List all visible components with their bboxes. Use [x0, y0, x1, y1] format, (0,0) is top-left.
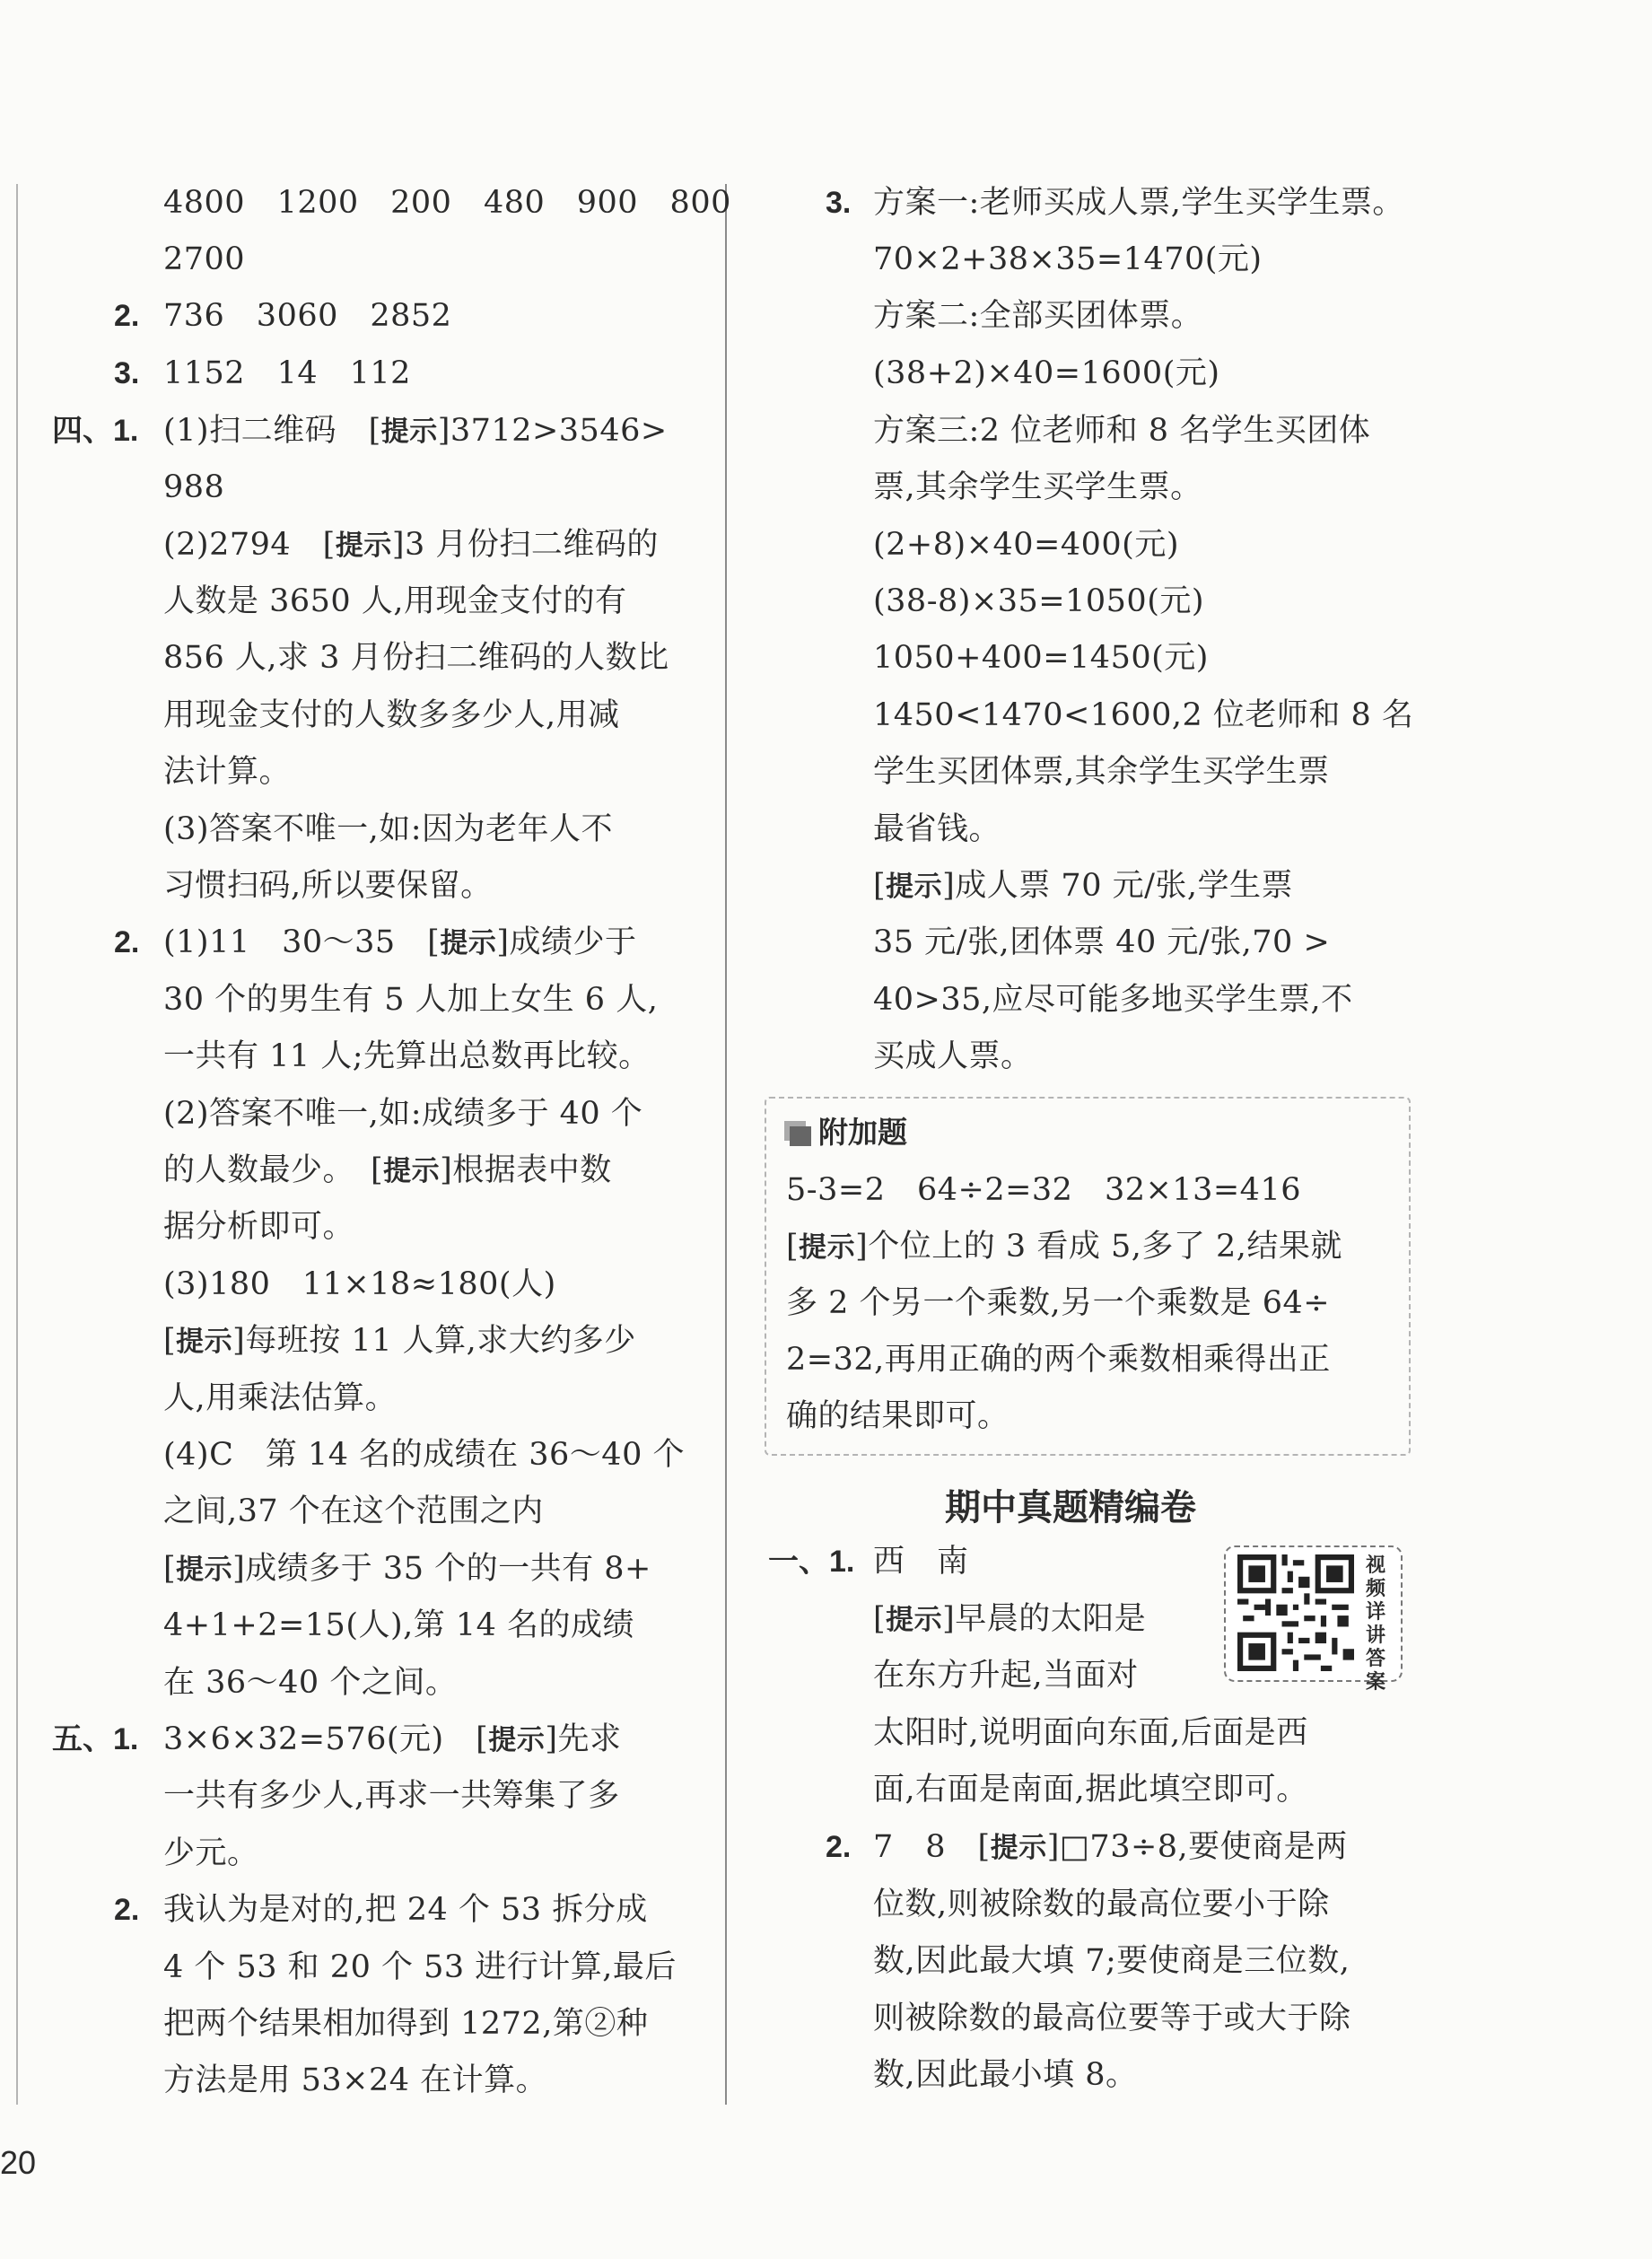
- answer-line: [提示]早晨的太阳是: [873, 1601, 1147, 1637]
- hint-label: 提示: [176, 1326, 233, 1358]
- answer-line: (3)180 11×18≈180(人): [163, 1266, 556, 1302]
- answer-line: 7 8 [提示]□73÷8,要使商是两: [873, 1829, 1348, 1865]
- answer-line: 之间,37 个在这个范围之内: [163, 1493, 544, 1529]
- answer-line: [提示]每班按 11 人算,求大约多少: [163, 1323, 636, 1359]
- answer-line: [提示]个位上的 3 看成 5,多了 2,结果就: [786, 1229, 1342, 1265]
- answer-line: 2700: [163, 241, 246, 277]
- answer-line: 买成人票。: [873, 1038, 1033, 1074]
- section-number: 五、1.: [52, 1722, 139, 1756]
- answer-line: 方案二:全部买团体票。: [873, 298, 1203, 334]
- answer-line: (4)C 第 14 名的成绩在 36～40 个: [163, 1437, 685, 1473]
- question-number: 2.: [114, 925, 140, 959]
- answer-line: 我认为是对的,把 24 个 53 拆分成: [163, 1892, 648, 1928]
- answer-line: 35 元/张,团体票 40 元/张,70 >: [873, 924, 1331, 960]
- answer-line: 2=32,再用正确的两个乘数相乘得出正: [786, 1342, 1331, 1378]
- answer-line: 方案三:2 位老师和 8 名学生买团体: [873, 413, 1371, 449]
- question-number: 2.: [114, 299, 140, 333]
- answer-line: 人,用乘法估算。: [163, 1380, 398, 1416]
- answer-line: 3×6×32=576(元) [提示]先求: [163, 1721, 622, 1757]
- question-number: 2.: [114, 1893, 140, 1927]
- hint-label: 提示: [799, 1231, 856, 1264]
- answer-line: 学生买团体票,其余学生买学生票: [873, 754, 1330, 790]
- section-title: 期中真题精编卷: [945, 1487, 1196, 1528]
- answer-line: 确的结果即可。: [786, 1398, 1010, 1434]
- answer-line: 多 2 个另一个乘数,另一个乘数是 64÷: [786, 1285, 1331, 1321]
- hint-label: 提示: [488, 1724, 546, 1756]
- answer-line: 1050+400=1450(元): [873, 640, 1209, 676]
- answer-line: 票,其余学生买学生票。: [873, 469, 1202, 505]
- answer-line: 太阳时,说明面向东面,后面是西: [873, 1715, 1308, 1751]
- hint-label: 提示: [886, 1604, 943, 1636]
- answer-line: 方案一:老师买成人票,学生买学生票。: [873, 185, 1404, 221]
- answer-line: (1)11 30～35 [提示]成绩少于: [163, 924, 637, 960]
- qr-code-icon: [1235, 1554, 1357, 1671]
- answer-line: 1152 14 112: [163, 355, 411, 391]
- answer-line: 一共有 11 人;先算出总数再比较。: [163, 1038, 651, 1074]
- hint-label: 提示: [380, 416, 438, 448]
- answer-line: 据分析即可。: [163, 1209, 355, 1245]
- answer-line: 人数是 3650 人,用现金支付的有: [163, 583, 627, 619]
- answer-line: 988: [163, 469, 225, 505]
- answer-line: 5-3=2 64÷2=32 32×13=416: [786, 1172, 1301, 1208]
- section-number: 一、1.: [768, 1545, 855, 1579]
- answer-line: 最省钱。: [873, 811, 1001, 847]
- qr-code-box[interactable]: [1224, 1545, 1403, 1694]
- answer-line: (2)2794 [提示]3 月份扫二维码的: [163, 527, 659, 563]
- answer-line: 70×2+38×35=1470(元): [873, 241, 1263, 277]
- answer-line: 法计算。: [163, 754, 292, 790]
- answer-line: 40>35,应尽可能多地买学生票,不: [873, 982, 1353, 1018]
- hint-label: 提示: [176, 1554, 233, 1586]
- answer-line: (1)扫二维码 [提示]3712>3546>: [163, 413, 668, 449]
- qr-code-label: 视频详讲答案: [1365, 1554, 1385, 1694]
- answer-line: [提示]成绩多于 35 个的一共有 8+: [163, 1551, 651, 1587]
- answer-line: 少元。: [163, 1835, 259, 1871]
- answer-line: (2+8)×40=400(元): [873, 527, 1179, 563]
- hint-label: 提示: [383, 1155, 441, 1187]
- answer-line: 面,右面是南面,据此填空即可。: [873, 1772, 1308, 1808]
- page-number: 20: [0, 2144, 37, 2181]
- question-number: 3.: [114, 356, 140, 390]
- extra-question-icon: [784, 1121, 811, 1146]
- hint-label: 提示: [990, 1832, 1047, 1864]
- answer-line: 在东方升起,当面对: [873, 1658, 1139, 1694]
- answer-line: 数,因此最大填 7;要使商是三位数,: [873, 1943, 1350, 1979]
- answer-line: 736 3060 2852: [163, 298, 452, 334]
- left-margin-rule: [16, 184, 18, 2105]
- answer-line: 的人数最少。 [提示]根据表中数: [163, 1152, 612, 1188]
- answer-line: 则被除数的最高位要等于或大于除: [873, 2001, 1351, 2036]
- question-number: 3.: [826, 186, 852, 220]
- answer-line: 位数,则被除数的最高位要小于除: [873, 1887, 1330, 1922]
- answer-line: 数,因此最小填 8。: [873, 2057, 1138, 2093]
- answer-line: 4 个 53 和 20 个 53 进行计算,最后: [163, 1949, 677, 1985]
- answer-line: 一共有多少人,再求一共筹集了多: [163, 1778, 620, 1814]
- answer-line: 4800 1200 200 480 900 800: [163, 185, 731, 221]
- answer-line: 4+1+2=15(人),第 14 名的成绩: [163, 1607, 635, 1643]
- answer-line: (38+2)×40=1600(元): [873, 355, 1220, 391]
- answer-line: 用现金支付的人数多多少人,用减: [163, 697, 620, 733]
- answer-line: 1450<1470<1600,2 位老师和 8 名: [873, 697, 1414, 733]
- answer-line: (2)答案不唯一,如:成绩多于 40 个: [163, 1096, 643, 1132]
- answer-line: 方法是用 53×24 在计算。: [163, 2062, 548, 2098]
- answer-line: [提示]成人票 70 元/张,学生票: [873, 868, 1294, 904]
- extra-question-title: 附加题: [818, 1115, 907, 1150]
- question-number: 2.: [826, 1830, 852, 1864]
- answer-line: 把两个结果相加得到 1272,第②种: [163, 2006, 649, 2042]
- section-number: 四、1.: [52, 414, 139, 448]
- hint-label: 提示: [440, 927, 497, 959]
- answer-line: (3)答案不唯一,如:因为老年人不: [163, 811, 613, 847]
- answer-line: 856 人,求 3 月份扫二维码的人数比: [163, 640, 669, 676]
- column-divider: [725, 184, 727, 2105]
- answer-line: 习惯扫码,所以要保留。: [163, 868, 493, 904]
- answer-line: 在 36～40 个之间。: [163, 1665, 458, 1701]
- hint-label: 提示: [886, 871, 943, 903]
- answer-line: (38-8)×35=1050(元): [873, 583, 1205, 619]
- answer-line: 西 南: [873, 1544, 969, 1580]
- answer-line: 30 个的男生有 5 人加上女生 6 人,: [163, 982, 659, 1018]
- hint-label: 提示: [335, 530, 392, 562]
